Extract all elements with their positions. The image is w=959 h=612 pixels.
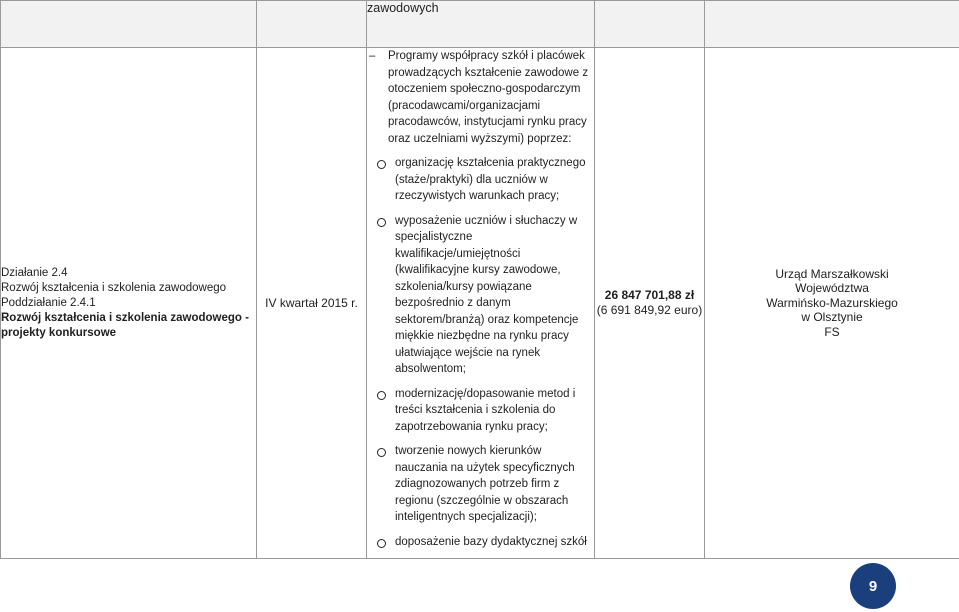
list-item-text: doposażenie bazy dydaktycznej szkół	[395, 535, 587, 548]
lead-paragraph	[367, 48, 594, 147]
lead-text: Programy współpracy szkół i placówek prowadzących kształcenie zawodowe z otoczeniem społeczno-gospodarczym (pracodawcami/organizacjami pracodawców, instytucjami rynku pracy oraz uczelniami wyższymi) poprzez:	[388, 50, 589, 145]
amount-cell	[595, 48, 705, 559]
list-item-text: wyposażenie uczniów i słuchaczy w specjalistyczne kwalifikacje/umiejętności (kwalifikacyjne kursy zawodowe, szkolenia/kursy powiązane bezpośrednio z danym sektorem/branżą) oraz kompetencje miękkie niezbędne na rynku pracy ułatwiające wejście na rynek absolwentom;	[395, 214, 579, 375]
list-item-text: modernizację/dopasowanie metod i treści kształcenia i szkolenia do zapotrzebowania rynku pracy;	[395, 387, 576, 433]
subaction-name: Rozwój kształcenia i szkolenia zawodowego - projekty konkursowe	[1, 311, 249, 339]
list-item	[367, 443, 594, 526]
table-row-continuation	[1, 1, 959, 48]
institution-line: w Olsztynie	[801, 310, 863, 325]
institution-line: Województwa	[795, 281, 869, 296]
cell-empty-5	[705, 1, 959, 48]
list-item	[367, 155, 594, 205]
quarter-text: IV kwartał 2015 r.	[265, 296, 358, 310]
list-item	[367, 534, 594, 551]
bullet-icon	[377, 539, 386, 548]
page-number: 9	[868, 577, 878, 595]
list-item	[367, 386, 594, 436]
bullet-icon	[377, 218, 386, 227]
action-cell	[1, 48, 257, 559]
bullet-icon	[377, 448, 386, 457]
institution-line: Warmińsko-Mazurskiego	[766, 295, 898, 310]
bullet-list	[367, 155, 594, 550]
list-item	[367, 213, 594, 378]
bullet-icon	[377, 160, 386, 169]
dash-marker: –	[369, 50, 376, 62]
continued-text: zawodowych	[367, 1, 439, 15]
list-item-text: organizację kształcenia praktycznego (staże/praktyki) dla uczniów w rzeczywistych warunkach pracy;	[395, 157, 586, 202]
fund-code: FS	[824, 324, 840, 339]
quarter-cell	[257, 48, 367, 559]
bullet-icon	[377, 391, 386, 400]
amount-eur: (6 691 849,92 euro)	[596, 303, 703, 317]
subaction-title: Poddziałanie 2.4.1	[1, 296, 96, 309]
list-item-text: tworzenie nowych kierunków nauczania na użytek specyficznych zdiagnozowanych potrzeb firm z regionu (szczególnie w obszarach inteligentnych specjalizacji);	[395, 445, 575, 523]
action-title: Działanie 2.4	[1, 266, 68, 279]
action-subtitle: Rozwój kształcenia i szkolenia zawodowego	[1, 281, 227, 294]
cell-empty-2	[257, 1, 367, 48]
cell-empty-1	[1, 1, 257, 48]
content-cell	[367, 48, 595, 559]
institution-cell	[705, 48, 959, 559]
cell-empty-4	[595, 1, 705, 48]
institution-line: Urząd Marszałkowski	[775, 266, 889, 281]
amount-pln: 26 847 701,88 zł	[604, 288, 695, 302]
continued-text-cell	[367, 1, 595, 48]
page-number-badge	[850, 563, 896, 609]
table-row	[1, 48, 959, 559]
